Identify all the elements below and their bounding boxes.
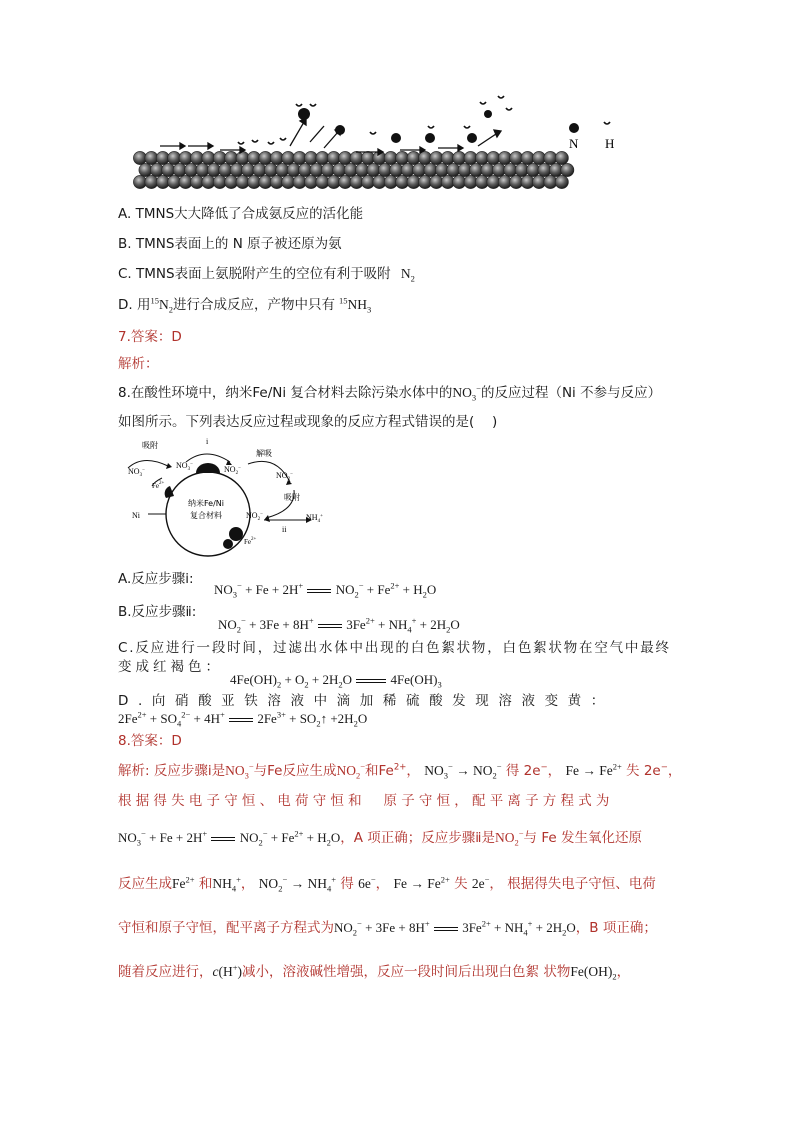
- q8-stem-line1: 8.在酸性环境中，纳米Fe/Ni 复合材料去除污染水体中的$NO_3^-$的反应过程（Ni 不参与反应）: [118, 383, 662, 403]
- q7-option-d: D. 用$^{15}N_2$进行合成反应，产物中只有 $^{15}NH_3$: [118, 295, 372, 315]
- q8-analysis-line2: 根据得失电子守恒、电荷守恒和 原子守恒，配平离子方程式为: [118, 793, 614, 809]
- q7-analysis-label: 解析：: [118, 356, 159, 372]
- svg-text:NO2−: $NO_2^-$: [246, 511, 263, 522]
- q7-option-a: A. TMNS大大降低了合成氨反应的活化能: [118, 206, 364, 222]
- q8-option-b-label: B.反应步骤ⅱ:: [118, 604, 197, 620]
- q8-stem-tail: 的反应过程（Ni 不参与反应）: [480, 385, 662, 401]
- diagram-adsorb: 吸附: [142, 441, 158, 450]
- q8-answer: 8.答案：D: [118, 733, 182, 749]
- diagram-center-2: 复合材料: [190, 511, 222, 520]
- q8-option-c-line1: C.反应进行一段时间，过滤出水体中出现的白色絮状物，白色絮状物在空气中最终: [118, 640, 671, 656]
- q7-option-d-pre: D. 用: [118, 297, 151, 313]
- svg-text:NO3−: $NO_3^-$: [128, 467, 145, 478]
- q8-option-c-equation: $4Fe(OH)_2 + O_2 + 2H_2O$ $4Fe(OH)_3$: [230, 672, 442, 690]
- legend-n: N: [569, 136, 579, 151]
- fe-ni-reaction-diagram: [118, 438, 338, 558]
- surface-atom: [555, 175, 568, 188]
- q7-option-c-formula: $N_2$: [400, 266, 415, 284]
- surface-atom: [555, 151, 568, 164]
- diagram-ni: Ni: [132, 511, 140, 520]
- svg-text:NO2−: $NO_2^-$: [276, 471, 293, 482]
- svg-text:NO2−: $NO_2^-$: [224, 465, 241, 476]
- q8-analysis-line4: 反应生成$Fe^{2+}$ 和$NH_4^+$， $NO_2^- \to NH_4^+$ 得 6e−， $Fe \to Fe^{2+}$ 失 2e−， 根据得失电子守恒、电荷: [118, 874, 656, 894]
- q8-analysis-line5: 守恒和原子守恒，配平离子方程式为$NO_2^- + 3Fe + 8H^+$ $3Fe^{2+} + NH_4^+ + 2H_2O$，B 项正确；: [118, 918, 657, 938]
- nitrogen-legend-dot: [569, 123, 579, 133]
- q8-analysis-line1: 解析: 反应步骤ⅰ是$NO_3^-$与Fe反应生成$NO_2^-$和$Fe^{2+}$， $NO_3^- \to NO_2^-$ 得 2e−， $Fe \to Fe^{2+}$ 失 2e−，: [118, 761, 682, 781]
- q8-analysis-line6: 随着反应进行，c(H+)减小，溶液碱性增强，反应一段时间后出现白色絮 状物$Fe(OH)_2$，: [118, 962, 631, 982]
- q7-answer: 7.答案：D: [118, 329, 182, 345]
- q8-stem-line2: 如图所示。下列表达反应过程或现象的反应方程式错误的是( ): [118, 414, 498, 430]
- q8-option-b-equation: $NO_2^- + 3Fe + 8H^+$ $3Fe^{2+} + NH_4^+ + 2H_2O$: [218, 615, 460, 635]
- tmns-surface-illustration: [128, 92, 615, 196]
- diagram-desorb: 解吸: [256, 449, 272, 458]
- q8-option-a-label: A.反应步骤ⅰ:: [118, 571, 194, 587]
- legend-h: H: [605, 136, 615, 151]
- q7-option-c: [118, 265, 415, 283]
- q8-analysis-line3: $NO_3^- + Fe + 2H^+$ $NO_2^- + Fe^{2+} + H_2O$，A 项正确；反应步骤ⅱ是$NO_2^-$与 Fe 发生氧化还原: [118, 828, 642, 848]
- q8-option-c-line2: 变成红褐色：: [118, 659, 223, 675]
- q7-option-d-mid: 进行合成反应，产物中只有: [172, 297, 335, 313]
- svg-text:Fe2+: $Fe^{2+}$: [244, 537, 257, 546]
- diagram-step-ii: ii: [282, 525, 287, 534]
- q7-option-c-text: C. TMNS表面上氨脱附产生的空位有利于吸附: [118, 266, 391, 282]
- reaction-cycle-diagram: [118, 438, 338, 558]
- tmns-surface-figure: [128, 92, 615, 196]
- q7-option-b: B. TMNS表面上的 N 原子被还原为氨: [118, 236, 342, 252]
- svg-text:Fe2+: $Fe^{2+}$: [152, 481, 165, 490]
- q8-stem-text: 8.在酸性环境中，纳米Fe/Ni 复合材料去除污染水体中的: [118, 385, 453, 401]
- surface-atom: [561, 163, 574, 176]
- svg-text:NO3−: $NO_3^-$: [176, 461, 193, 472]
- svg-text:NH4+: $NH_4^+$: [306, 513, 323, 524]
- diagram-center-1: 纳米Fe/Ni: [188, 499, 224, 508]
- q8-option-d-equation: $2Fe^{2+} + SO_4^{2-} + 4H^+$ $2Fe^{3+}$ + $SO_2↑ +2H_2O$: [118, 709, 368, 729]
- q8-option-a-equation: $NO_3^- + Fe + 2H^+$ $NO_2^- + Fe^{2+} + H_2O$: [214, 580, 437, 600]
- diagram-adsorb2: 吸附: [284, 493, 300, 502]
- q8-option-d-line1: D.向硝酸亚铁溶液中滴加稀硫酸发现溶液变黄：: [118, 693, 614, 709]
- diagram-step-i: i: [206, 437, 209, 446]
